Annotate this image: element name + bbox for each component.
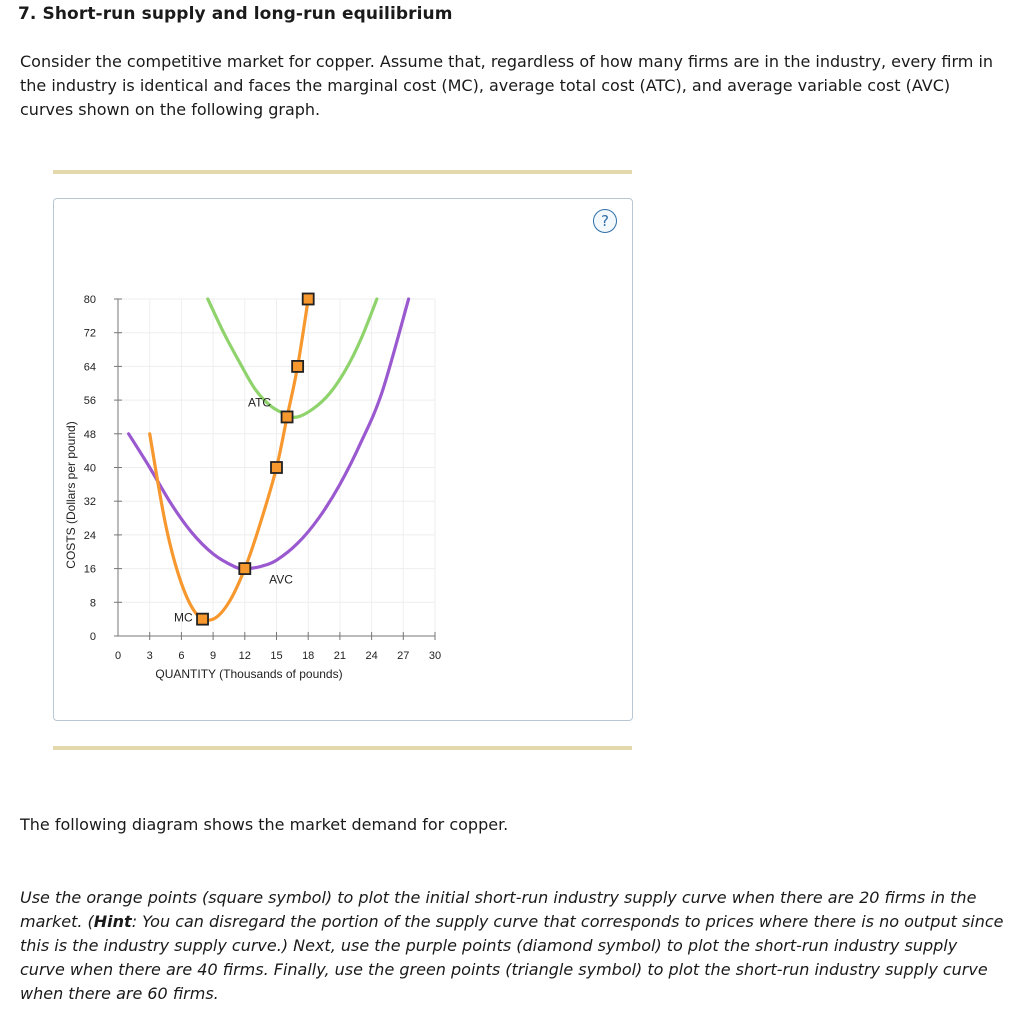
y-axis-title: COSTS (Dollars per pound) [64,421,78,569]
square-point [282,411,293,422]
question-title: 7. Short-run supply and long-run equilibrium [18,4,453,24]
hint-label: Hint [93,912,132,931]
x-tick-label: 3 [146,650,153,662]
intro-paragraph: Consider the competitive market for copper. Assume that, regardless of how many firms are in the industry, every firm in the industry is identical and faces the marginal cost (MC), average total cost (ATC), and average variable cost (AVC) curves shown on the following graph. [20,52,994,119]
curve-labels [174,395,293,624]
y-tick-label: 64 [83,361,96,374]
y-tick-label: 48 [83,428,96,441]
axes [84,294,441,662]
instructions-part-1: Use the orange points (square symbol) to plot the initial short-run industry supply curve when there are 20 firms in the market. ( [20,888,977,931]
x-tick-label: 30 [428,650,442,662]
y-tick-label: 40 [83,462,96,475]
instructions-paragraph [20,886,1005,1006]
y-tick-label: 16 [83,563,96,576]
bottom-divider [53,746,632,750]
x-axis-title: QUANTITY (Thousands of pounds) [155,667,343,681]
x-tick-label: 27 [397,650,410,662]
y-tick-label: 72 [83,327,96,340]
y-tick-label: 24 [83,529,96,542]
mc-label: MC [174,610,193,625]
x-tick-label: 0 [114,650,122,662]
x-tick-label: 12 [238,650,251,662]
avc-label: AVC [269,572,293,587]
square-point [197,614,208,625]
y-tick-label: 56 [83,395,96,408]
atc-label: ATC [247,395,272,410]
x-tick-label: 6 [178,650,185,662]
x-tick-label: 21 [333,650,347,662]
help-icon[interactable]: ? [593,209,617,233]
square-point [271,462,282,473]
square-point [239,563,250,574]
points [197,294,314,625]
square-point [292,361,303,372]
instructions-part-2: : You can disregard the portion of the supply curve that corresponds to prices where there is no output since this is the industry supply curve.) Next, use the purple points (diamond symbol) to plot the short-run industry supply curve when there are 40 firms. Finally, use the green points (triangle symbol) to plot the short-run industry supply curve when there are 60 firms. [20,912,1004,1003]
demand-caption: The following diagram shows the market demand for copper. [20,815,509,834]
x-tick-label: 24 [365,650,378,662]
square-point [303,294,314,305]
x-tick-label: 9 [210,650,217,662]
x-tick-label: 15 [270,650,283,662]
x-tick-label: 18 [302,650,315,662]
y-tick-label: 8 [89,597,96,610]
y-tick-label: 32 [83,496,96,509]
y-tick-label: 80 [83,294,96,306]
y-tick-label: 0 [89,631,96,643]
